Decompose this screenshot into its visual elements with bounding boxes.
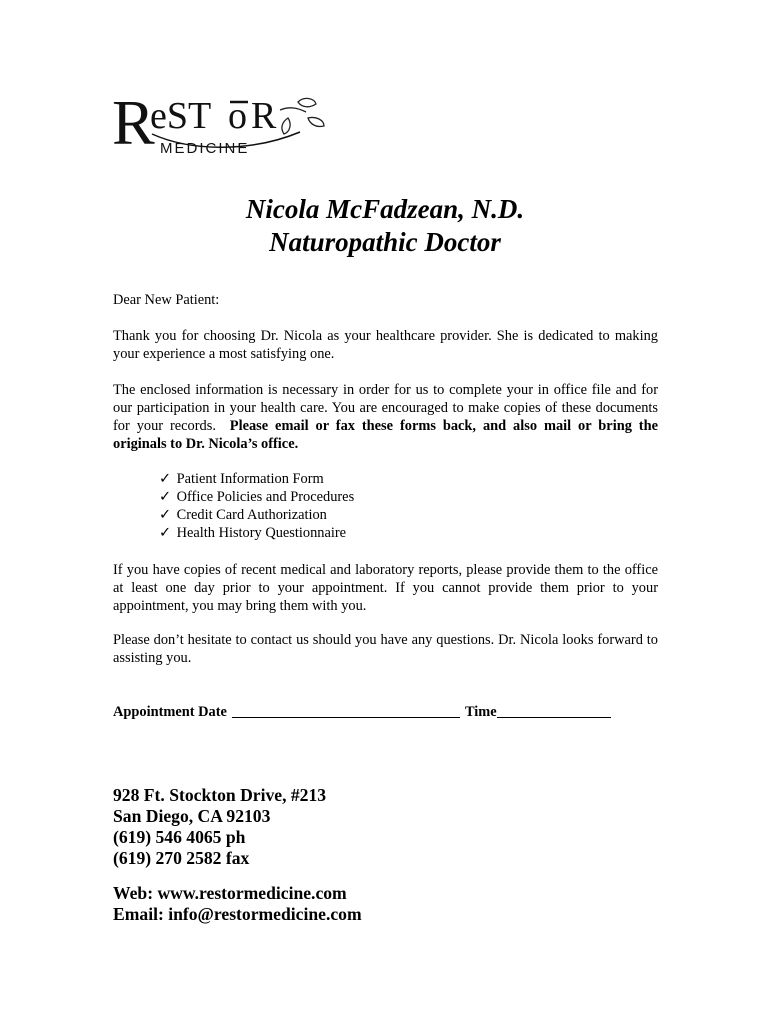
email-address: Email: info@restormedicine.com: [113, 904, 362, 924]
enclosed-info-plain: The enclosed information is necessary in order for us to complete your in office file and for our participation in your health care. You are encouraged to make copies of these documents for your records.: [113, 382, 658, 434]
fax-number: (619) 270 2582 fax: [113, 848, 250, 868]
logo-letters: eST: [150, 95, 212, 137]
list-item-label: Office Policies and Procedures: [176, 489, 355, 505]
appointment-time-field[interactable]: [497, 705, 611, 718]
enclosed-info-bold: Please email or fax these forms back, and also mail or bring the originals to Dr. Nicola’s office.: [113, 418, 658, 452]
checkmark-icon: ✓: [159, 489, 172, 505]
address-line-1: 928 Ft. Stockton Drive, #213: [113, 785, 327, 805]
phone-number: (619) 546 4065 ph: [113, 827, 246, 847]
letter-greeting: [113, 291, 658, 309]
enclosed-info-text: [113, 381, 658, 453]
appointment-date-label: Appointment Date: [113, 704, 227, 720]
reports-text: If you have copies of recent medical and laboratory reports, please provide them to the office at least one day prior to your appointment. If you cannot provide them prior to your appointment, you may bring them with you.: [113, 562, 658, 614]
checkmark-icon: ✓: [159, 507, 172, 523]
logo-subtitle: MEDICINE: [160, 140, 250, 157]
enclosed-info-paragraph: [113, 381, 658, 453]
forms-checklist: [159, 470, 354, 542]
appointment-date-field[interactable]: [232, 705, 460, 718]
list-item-label: Credit Card Authorization: [176, 507, 327, 523]
closing-paragraph: [113, 631, 658, 667]
list-item-label: Health History Questionnaire: [176, 525, 347, 541]
list-item: [159, 506, 354, 524]
logo-letter-o: o: [228, 95, 247, 137]
reports-paragraph: [113, 561, 658, 615]
logo-letter-r: R: [112, 88, 155, 158]
contact-web-block: [113, 883, 362, 925]
logo-graphic: [112, 88, 327, 160]
appointment-time-label: Time: [464, 704, 497, 720]
list-item: [159, 488, 354, 506]
intro-text: Thank you for choosing Dr. Nicola as your healthcare provider. She is dedicated to making your experience a most satisfying one.: [113, 328, 658, 362]
doctor-name: Nicola McFadzean, N.D.: [245, 194, 525, 224]
checkmark-icon: ✓: [159, 525, 172, 541]
list-item-label: Patient Information Form: [176, 471, 324, 487]
logo-letter-r2: R: [251, 95, 277, 137]
intro-paragraph: [113, 327, 658, 363]
contact-address-block: [113, 785, 326, 869]
greeting-text: Dear New Patient:: [113, 292, 220, 308]
address-line-2: San Diego, CA 92103: [113, 806, 271, 826]
closing-text: Please don’t hesitate to contact us should you have any questions. Dr. Nicola looks forward to assisting you.: [113, 632, 658, 666]
list-item: [159, 524, 354, 542]
leaf-icon: [280, 98, 324, 134]
website: Web: www.restormedicine.com: [113, 883, 347, 903]
checkmark-icon: ✓: [159, 471, 172, 487]
appointment-line: [113, 703, 611, 721]
restor-medicine-logo: [112, 88, 327, 160]
doctor-title: Naturopathic Doctor: [269, 227, 501, 257]
list-item: [159, 470, 354, 488]
